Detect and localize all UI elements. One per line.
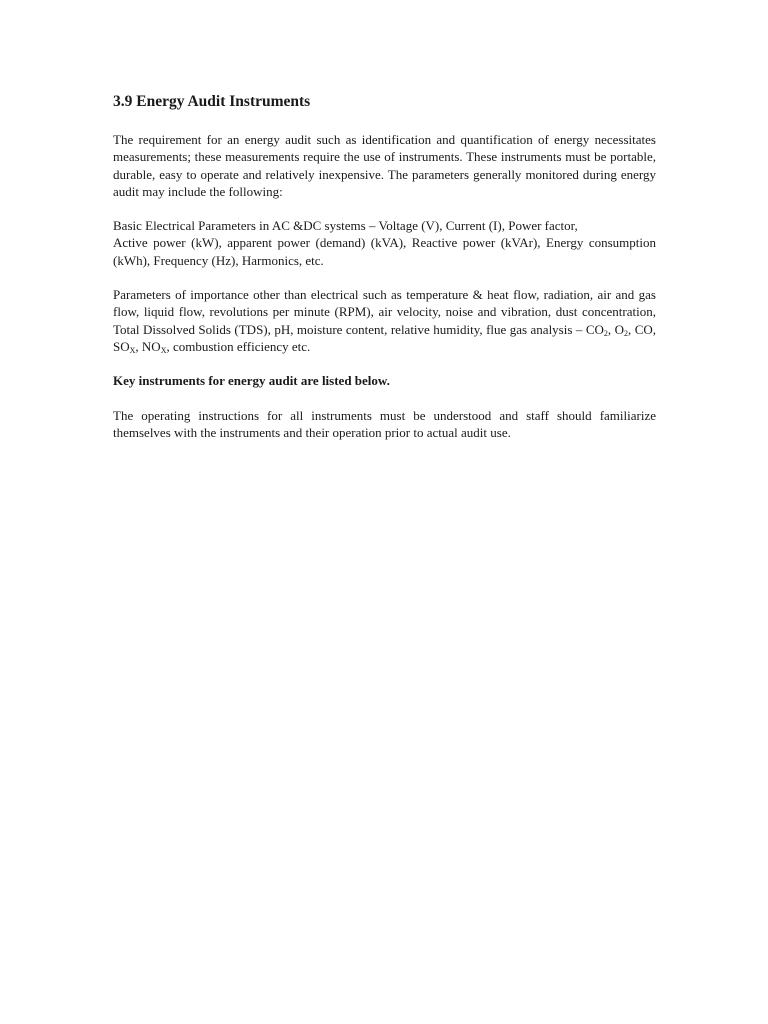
section-heading: 3.9 Energy Audit Instruments (113, 93, 311, 110)
co2-subscript: 2 (603, 328, 608, 338)
o2-subscript: 2 (623, 328, 628, 338)
operating-instructions-paragraph: The operating instructions for all instruments must be understood and staff should familiarize themselves with the instruments and their operation prior to actual audit use. (113, 407, 656, 440)
paragraph-gap (113, 355, 656, 372)
key-instruments-statement: Key instruments for energy audit are listed below. (113, 373, 390, 389)
document-content (113, 92, 656, 441)
electrical-parameters-line-2: Active power (kW), apparent power (demand) (kVA), Reactive power (kVAr), Energy consumption (kWh), Frequency (Hz), Harmonics, etc. (113, 235, 656, 268)
paragraph-gap (113, 200, 656, 217)
sox-subscript: X (129, 345, 136, 355)
other-params-co-so: , CO, SO (113, 321, 656, 354)
other-params-text-end: , combustion efficiency etc. (166, 338, 311, 354)
other-params-text-start: Parameters of importance other than electrical such as temperature & heat flow, radiation, air and gas flow, liquid flow, revolutions per minute (RPM), air velocity, noise and vibration, dust concentration, Total Dissolved Solids (TDS), pH, moisture content, relative humidity, flue gas analysis – CO (113, 287, 656, 337)
other-parameters-paragraph (113, 286, 656, 355)
other-params-o2: , O (607, 321, 624, 337)
other-params-no: , NO (135, 338, 161, 354)
intro-paragraph: The requirement for an energy audit such as identification and quantification of energy necessitates measurements; these measurements require the use of instruments. These instruments must be portable, durable, easy to operate and relatively inexpensive. The parameters generally monitored during energy audit may include the following: (113, 132, 656, 199)
electrical-parameters-line-1: Basic Electrical Parameters in AC &DC systems – Voltage (V), Current (I), Power factor, (113, 218, 578, 234)
nox-subscript: X (160, 345, 167, 355)
paragraph-gap (113, 390, 656, 407)
paragraph-gap (113, 269, 656, 286)
